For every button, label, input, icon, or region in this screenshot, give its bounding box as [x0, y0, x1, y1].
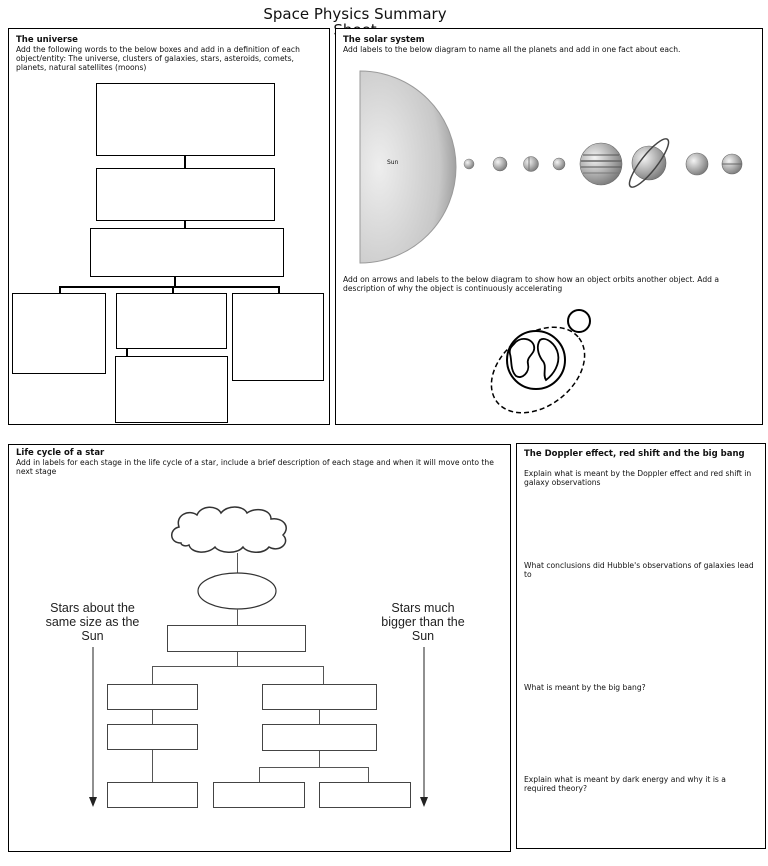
- star-life-title: Life cycle of a star: [16, 448, 105, 458]
- doppler-question-3: What is meant by the big bang?: [524, 683, 646, 692]
- connector: [59, 286, 280, 288]
- universe-box-3[interactable]: [90, 228, 284, 277]
- solar-system-instructions: Add labels to the below diagram to name all the planets and add in one fact about each.: [343, 45, 681, 54]
- moon-shape: [568, 310, 590, 332]
- planet-mercury: [464, 159, 474, 169]
- planet-earth: [524, 157, 539, 172]
- small-stage-2-box[interactable]: [107, 724, 198, 750]
- connector: [184, 221, 186, 228]
- universe-panel: [8, 28, 330, 425]
- small-stage-1-box[interactable]: [107, 684, 198, 710]
- planet-venus: [493, 157, 507, 171]
- connector: [237, 652, 238, 666]
- large-star-label: Stars much bigger than the Sun: [381, 601, 465, 643]
- universe-box-1[interactable]: [96, 83, 275, 156]
- planet-mars: [553, 158, 565, 170]
- star-life-panel: [8, 444, 511, 852]
- main-sequence-box[interactable]: [167, 625, 306, 652]
- universe-title: The universe: [16, 35, 78, 45]
- universe-box-2[interactable]: [96, 168, 275, 221]
- sun-label: Sun: [387, 159, 399, 166]
- planet-saturn: [624, 134, 674, 191]
- connector: [237, 553, 238, 573]
- earth-shape: [507, 331, 565, 389]
- page-title: Space Physics Summary: [263, 5, 447, 23]
- small-star-label: Stars about the same size as the Sun: [45, 601, 140, 643]
- large-stage-3b-box[interactable]: [319, 782, 411, 808]
- doppler-title: The Doppler effect, red shift and the big bang: [524, 449, 745, 459]
- connector: [319, 710, 320, 724]
- connector: [259, 767, 369, 768]
- down-arrow-icon: [87, 647, 99, 809]
- connector: [278, 286, 280, 293]
- universe-instructions: Add the following words to the below boxes and add in a definition of each object/entity: The universe, clusters of galaxies, stars, asteroids, comets, planets, natural satellites (moons): [16, 45, 300, 72]
- connector: [152, 666, 324, 667]
- large-stage-3a-box[interactable]: [213, 782, 305, 808]
- large-stage-2-box[interactable]: [262, 724, 377, 751]
- connector: [59, 286, 61, 293]
- doppler-question-1: Explain what is meant by the Doppler effect and red shift in galaxy observations: [524, 469, 752, 487]
- universe-box-7[interactable]: [115, 356, 228, 423]
- connector: [323, 666, 324, 684]
- doppler-question-4: Explain what is meant by dark energy and why it is a required theory?: [524, 775, 726, 793]
- solar-system-diagram: [336, 59, 764, 269]
- connector: [319, 751, 320, 767]
- universe-box-5[interactable]: [116, 293, 227, 349]
- planet-jupiter: [580, 143, 622, 185]
- connector: [237, 609, 238, 625]
- solar-system-panel: [335, 28, 763, 425]
- doppler-panel: [516, 443, 766, 849]
- connector: [152, 750, 153, 782]
- connector: [152, 666, 153, 684]
- connector: [184, 156, 186, 168]
- doppler-question-2: What conclusions did Hubble's observations of galaxies lead to: [524, 561, 754, 579]
- connector: [152, 710, 153, 724]
- down-arrow-icon: [418, 647, 430, 809]
- universe-box-6[interactable]: [232, 293, 324, 381]
- star-life-instructions: Add in labels for each stage in the life cycle of a star, include a brief description of each stage and when it will move onto the next stage: [16, 458, 494, 476]
- protostar-oval: [196, 571, 278, 611]
- orbit-diagram: [476, 304, 606, 419]
- planet-uranus: [686, 153, 708, 175]
- universe-box-4[interactable]: [12, 293, 106, 374]
- solar-system-title: The solar system: [343, 35, 425, 45]
- large-stage-1-box[interactable]: [262, 684, 377, 710]
- nebula-cloud: [167, 503, 295, 555]
- small-stage-3-box[interactable]: [107, 782, 198, 808]
- connector: [368, 767, 369, 782]
- orbit-instructions: Add on arrows and labels to the below diagram to show how an object orbits another object. Add a description of why the object is continuously accelerating: [343, 275, 720, 293]
- connector: [259, 767, 260, 782]
- connector: [172, 286, 174, 293]
- sun-shape: [360, 71, 456, 263]
